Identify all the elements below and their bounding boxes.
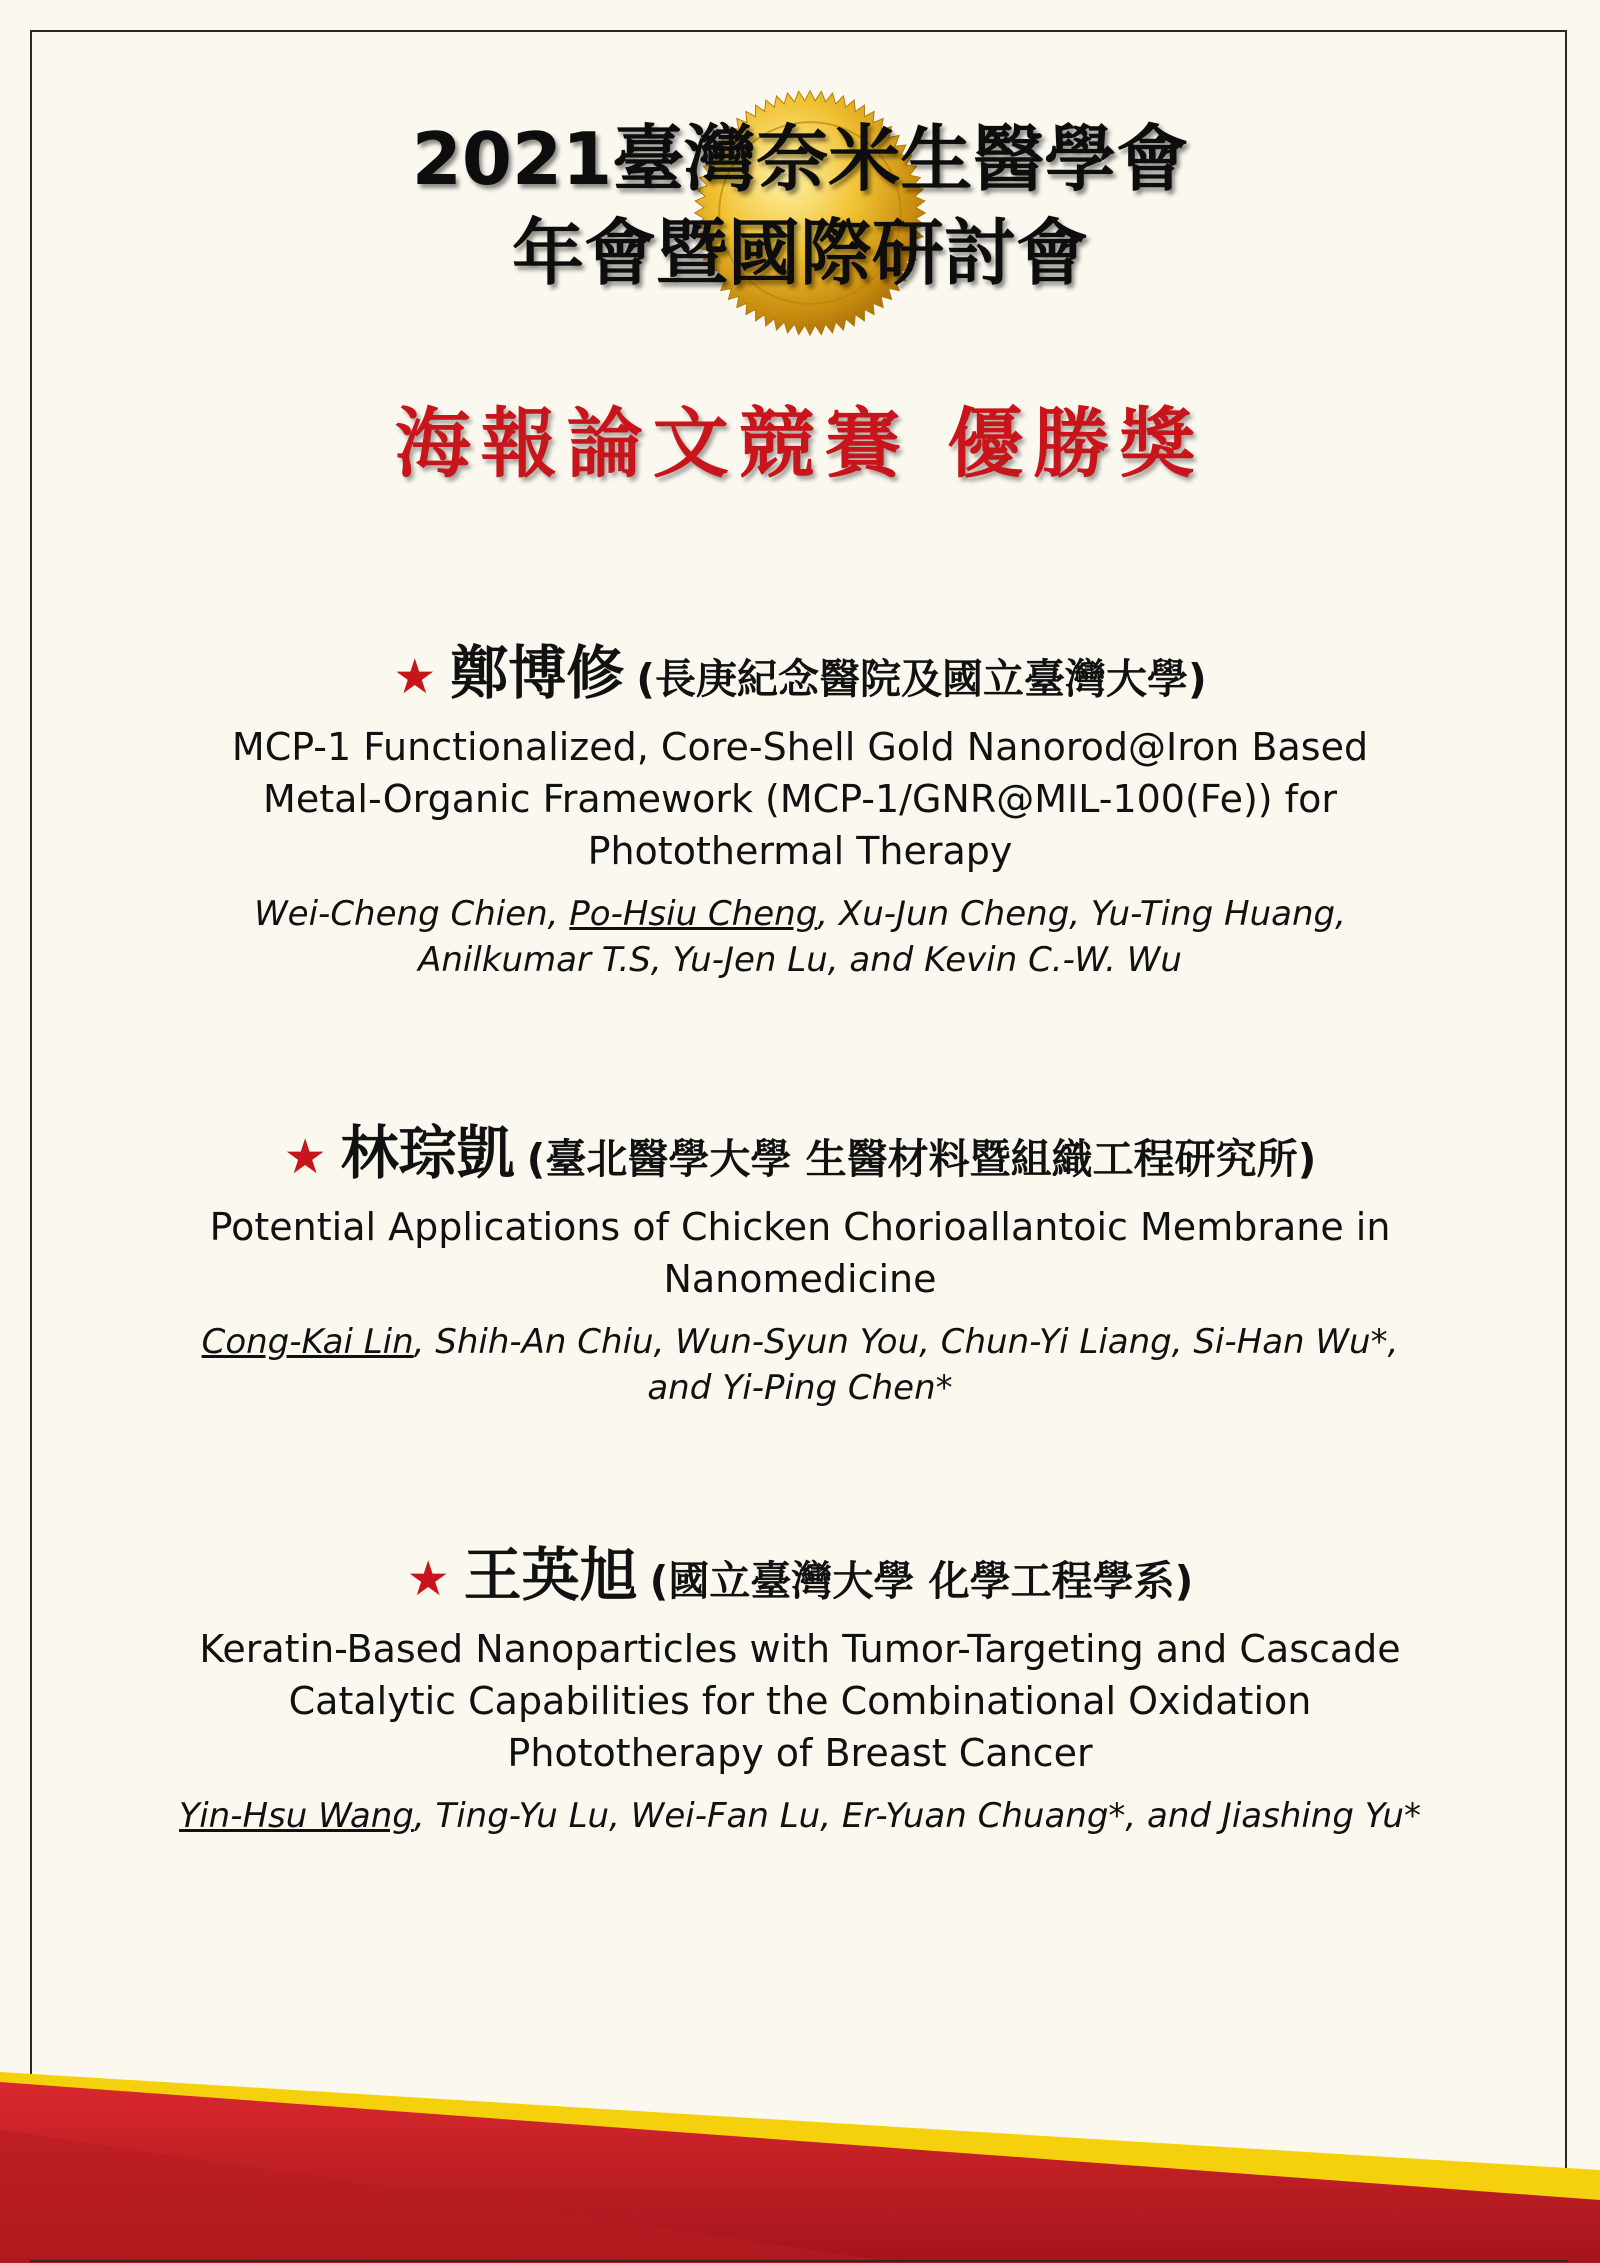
winner-name: 林琮凱 <box>340 1119 515 1187</box>
author-text: , Xu-Jun Cheng, Yu-Ting Huang, <box>817 894 1346 934</box>
winner-name: 王英旭 <box>463 1541 638 1609</box>
winner-heading <box>0 1542 1600 1615</box>
winner-affiliation: (臺北醫學大學 生醫材料暨組織工程研究所) <box>526 1135 1317 1183</box>
paper-title <box>80 1623 1520 1779</box>
author-list <box>90 1793 1510 1839</box>
paper-title-line: Keratin-Based Nanoparticles with Tumor-Targeting and Cascade <box>199 1627 1401 1671</box>
star-icon: ★ <box>406 1551 450 1607</box>
author-text: , Shih-An Chiu, Wun-Syun You, Chun-Yi Liang, Si-Han Wu*, <box>413 1322 1399 1362</box>
author-list <box>90 891 1510 983</box>
winner-affiliation: (國立臺灣大學 化學工程學系) <box>649 1557 1194 1605</box>
winner-heading <box>0 1120 1600 1193</box>
paper-title-line: MCP-1 Functionalized, Core-Shell Gold Nanorod@Iron Based <box>231 725 1369 769</box>
author-text: , Ting-Yu Lu, Wei-Fan Lu, Er-Yuan Chuang*, and Jiashing Yu* <box>413 1796 1421 1836</box>
presenting-author: Po-Hsiu Cheng <box>569 894 818 934</box>
winner-heading <box>0 640 1600 713</box>
paper-title <box>80 1201 1520 1305</box>
paper-title-line: Phototherapy of Breast Cancer <box>507 1731 1093 1775</box>
conference-title-line1: 2021臺灣奈米生醫學會 <box>411 117 1189 201</box>
winner-affiliation: (長庚紀念醫院及國立臺灣大學) <box>636 655 1207 703</box>
award-title: 海報論文競賽 優勝獎 <box>394 399 1206 488</box>
decorative-bottom-band <box>0 2050 1600 2263</box>
star-icon: ★ <box>283 1129 327 1185</box>
author-line: and Yi-Ping Chen* <box>647 1368 953 1408</box>
star-icon: ★ <box>393 649 437 705</box>
paper-title-line: Metal-Organic Framework (MCP-1/GNR@MIL-100(Fe)) for <box>263 777 1337 821</box>
author-line <box>90 891 1510 937</box>
paper-title-line: Catalytic Capabilities for the Combinational Oxidation <box>288 1679 1312 1723</box>
paper-title-line: Nanomedicine <box>663 1257 937 1301</box>
winner-entry-2 <box>0 1120 1600 1411</box>
paper-title-line: Potential Applications of Chicken Chorioallantoic Membrane in <box>209 1205 1391 1249</box>
author-line <box>90 1793 1510 1839</box>
winner-entry-1 <box>0 640 1600 983</box>
author-list <box>90 1319 1510 1411</box>
author-line <box>90 1319 1510 1365</box>
author-line: Anilkumar T.S, Yu-Jen Lu, and Kevin C.-W. Wu <box>418 940 1182 980</box>
conference-title-line2: 年會暨國際研討會 <box>511 211 1088 295</box>
author-text: Wei-Cheng Chien, <box>254 894 570 934</box>
paper-title <box>80 721 1520 877</box>
paper-title-line: Photothermal Therapy <box>587 829 1013 873</box>
presenting-author: Yin-Hsu Wang <box>179 1796 414 1836</box>
winner-entry-3 <box>0 1542 1600 1839</box>
presenting-author: Cong-Kai Lin <box>201 1322 414 1362</box>
winner-name: 鄭博修 <box>450 639 625 707</box>
